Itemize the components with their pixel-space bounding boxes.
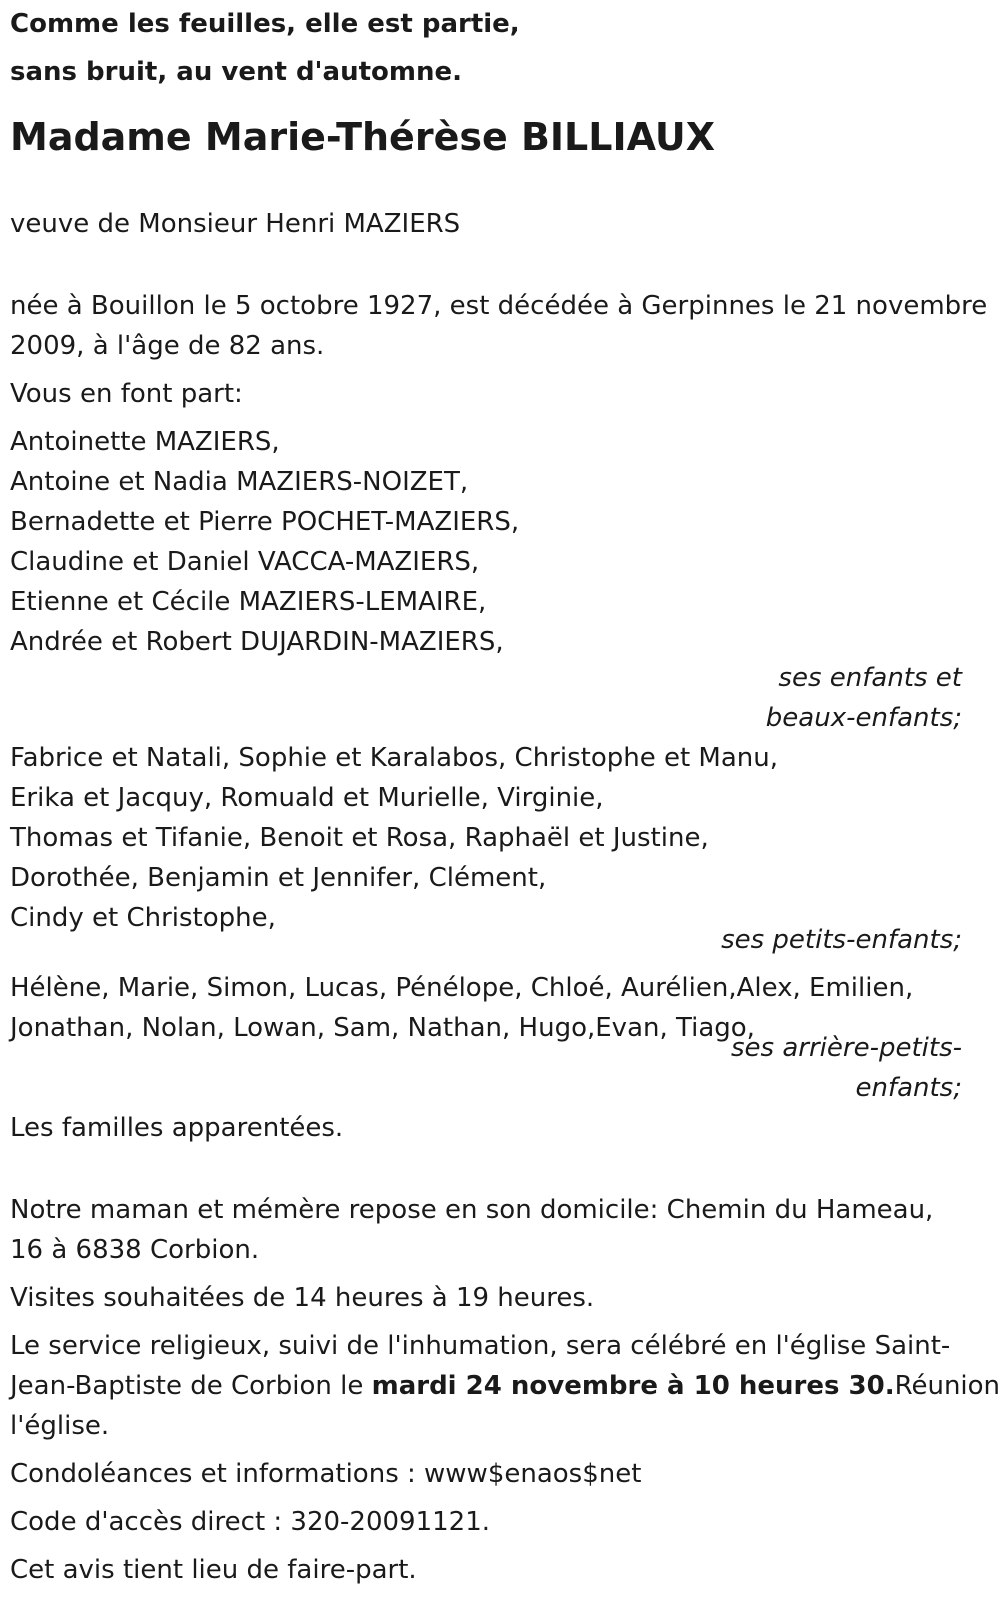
condolences: Condoléances et informations : www$enaos$net xyxy=(10,1459,642,1489)
birth-death-line-1: née à Bouillon le 5 octobre 1927, est décédée à Gerpinnes le 21 novembre xyxy=(10,291,988,321)
visits: Visites souhaitées de 14 heures à 19 heures. xyxy=(10,1283,595,1313)
service-line-1: Le service religieux, suivi de l'inhumation, sera célébré en l'église Saint- xyxy=(10,1331,951,1361)
list-item: Jonathan, Nolan, Lowan, Sam, Nathan, Hugo,Evan, Tiago, xyxy=(10,1013,755,1043)
great-grandchildren-label-line-2: enfants; xyxy=(855,1073,962,1103)
obituary-notice xyxy=(0,4,1000,1590)
list-item: Thomas et Tifanie, Benoit et Rosa, Raphaël et Justine, xyxy=(10,823,709,853)
epigraph-line-1: Comme les feuilles, elle est partie, xyxy=(10,9,520,39)
list-item: Andrée et Robert DUJARDIN-MAZIERS, xyxy=(10,627,504,657)
epigraph-line-2: sans bruit, au vent d'automne. xyxy=(10,57,462,87)
notice: Cet avis tient lieu de faire-part. xyxy=(10,1555,417,1585)
list-item: Etienne et Cécile MAZIERS-LEMAIRE, xyxy=(10,587,487,617)
list-item: Claudine et Daniel VACCA-MAZIERS, xyxy=(10,547,480,577)
list-item: Antoine et Nadia MAZIERS-NOIZET, xyxy=(10,467,469,497)
service-line-2-suffix: Réunion xyxy=(894,1371,1000,1401)
deceased-name: Madame Marie-Thérèse BILLIAUX xyxy=(10,115,716,159)
grandchildren-label: ses petits-enfants; xyxy=(721,925,962,955)
list-item: Dorothée, Benjamin et Jennifer, Clément, xyxy=(10,863,547,893)
service-line-2 xyxy=(10,1366,1000,1406)
service-datetime: mardi 24 novembre à 10 heures 30. xyxy=(371,1371,895,1401)
list-item: Cindy et Christophe, xyxy=(10,903,276,933)
great-grandchildren-label-line-1: ses arrière-petits- xyxy=(731,1033,962,1063)
birth-death-line-2: 2009, à l'âge de 82 ans. xyxy=(10,331,325,361)
list-item: Erika et Jacquy, Romuald et Murielle, Virginie, xyxy=(10,783,604,813)
children-label-line-2: beaux-enfants; xyxy=(765,703,962,733)
list-item: Fabrice et Natali, Sophie et Karalabos, Christophe et Manu, xyxy=(10,743,779,773)
service-line-2-prefix: Jean-Baptiste de Corbion le xyxy=(10,1371,372,1401)
children-list xyxy=(10,422,962,662)
widow-of: veuve de Monsieur Henri MAZIERS xyxy=(10,209,461,239)
announcement-intro: Vous en font part: xyxy=(10,379,243,409)
list-item: Hélène, Marie, Simon, Lucas, Pénélope, Chloé, Aurélien,Alex, Emilien, xyxy=(10,973,914,1003)
service-line-3: l'église. xyxy=(10,1411,110,1441)
repose-line-2: 16 à 6838 Corbion. xyxy=(10,1235,260,1265)
grandchildren-list xyxy=(10,738,962,938)
access-code: Code d'accès direct : 320-20091121. xyxy=(10,1507,491,1537)
children-label-line-1: ses enfants et xyxy=(778,663,962,693)
families: Les familles apparentées. xyxy=(10,1113,344,1143)
list-item: Bernadette et Pierre POCHET-MAZIERS, xyxy=(10,507,520,537)
repose-line-1: Notre maman et mémère repose en son domicile: Chemin du Hameau, xyxy=(10,1195,934,1225)
list-item: Antoinette MAZIERS, xyxy=(10,427,280,457)
